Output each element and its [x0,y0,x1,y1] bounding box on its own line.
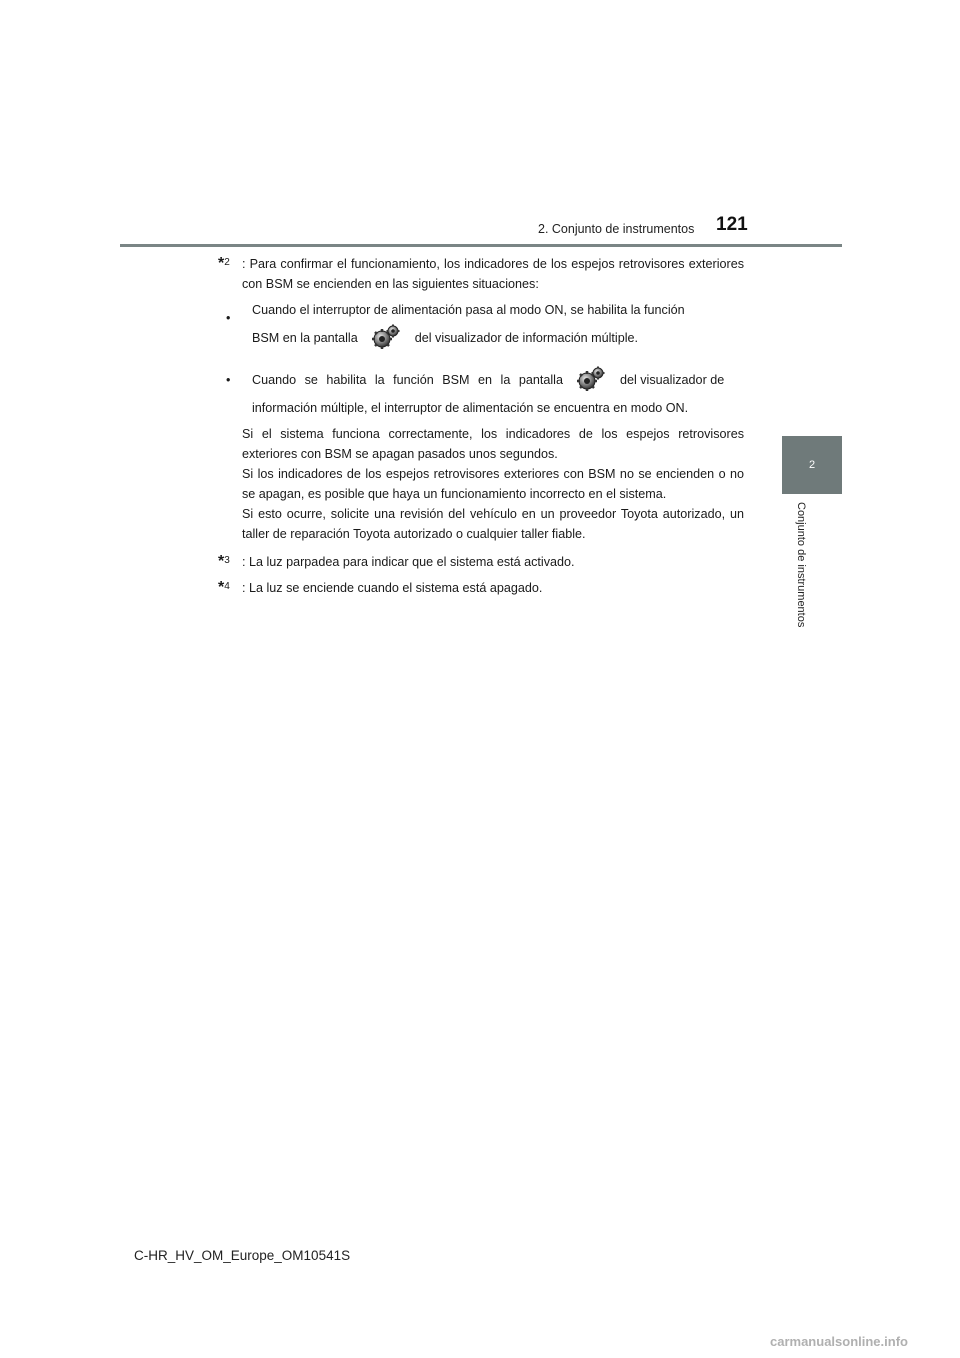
chapter-tab [782,436,842,494]
list-item: • Cuando se habilita la función BSM en la pantalla del visualizador de información múltiple, el interruptor de alimentación se encuentra en modo ON. [252,362,744,418]
header-divider [120,244,842,247]
list-item: • Cuando el interruptor de alimentación pasa al modo ON, se habilita la función BSM en la pantalla del visualizador de información múltiple. [252,300,744,356]
note-2-bullets [218,300,744,418]
note-2-para-1: Si el sistema funciona correctamente, los indicadores de los espejos retrovisores exteriores con BSM se apagan pasados unos segundos. [242,427,744,461]
bullet-1-line-2-end: del visualizador de información múltiple. [414,331,639,345]
bullet-1-line-2: BSM en la pantalla [252,331,358,345]
notes-content [218,254,744,604]
note-marker: *$^2$ [218,255,230,272]
bullet-2-line-1: Cuando se habilita la función BSM en la pantalla [252,373,563,387]
document-code: C-HR_HV_OM_Europe_OM10541S [134,1248,351,1263]
gear-settings-icon [576,366,606,392]
note-2 [218,254,744,294]
section-title: 2. Conjunto de instrumentos [538,222,695,236]
note-2-intro: : Para confirmar el funcionamiento, los indicadores de los espejos retrovisores exteriores con BSM se encienden en las siguientes situaciones: [242,257,744,291]
bullet-1-line-1: Cuando el interruptor de alimentación pasa al modo ON, se habilita la función [252,303,685,317]
note-2-para-2: Si los indicadores de los espejos retrovisores exteriores con BSM no se encienden o no se apagan, es posible que haya un funcionamiento incorrecto en el sistema. [242,467,744,501]
page-number: 121 [716,214,748,235]
watermark: carmanualsonline.info [770,1334,908,1349]
bullet-2-line-2: información múltiple, el interruptor de alimentación se encuentra en modo ON. [252,401,689,415]
note-4-text: : La luz se enciende cuando el sistema está apagado. [242,581,543,595]
note-marker: *$^4$ [218,579,230,596]
note-3 [218,552,744,572]
note-3-text: : La luz parpadea para indicar que el sistema está activado. [242,555,575,569]
chapter-label: Conjunto de instrumentos [795,502,807,628]
note-2-para-3: Si esto ocurre, solicite una revisión del vehículo en un proveedor Toyota autorizado, un taller de reparación Toyota autorizado o cualquier taller fiable. [242,507,744,541]
chapter-number: 2 [808,459,816,471]
bullet-2-line-1-end: del visualizador de [619,373,725,387]
note-marker: *$^3$ [218,553,230,570]
gear-settings-icon [371,324,401,350]
note-4 [218,578,744,598]
